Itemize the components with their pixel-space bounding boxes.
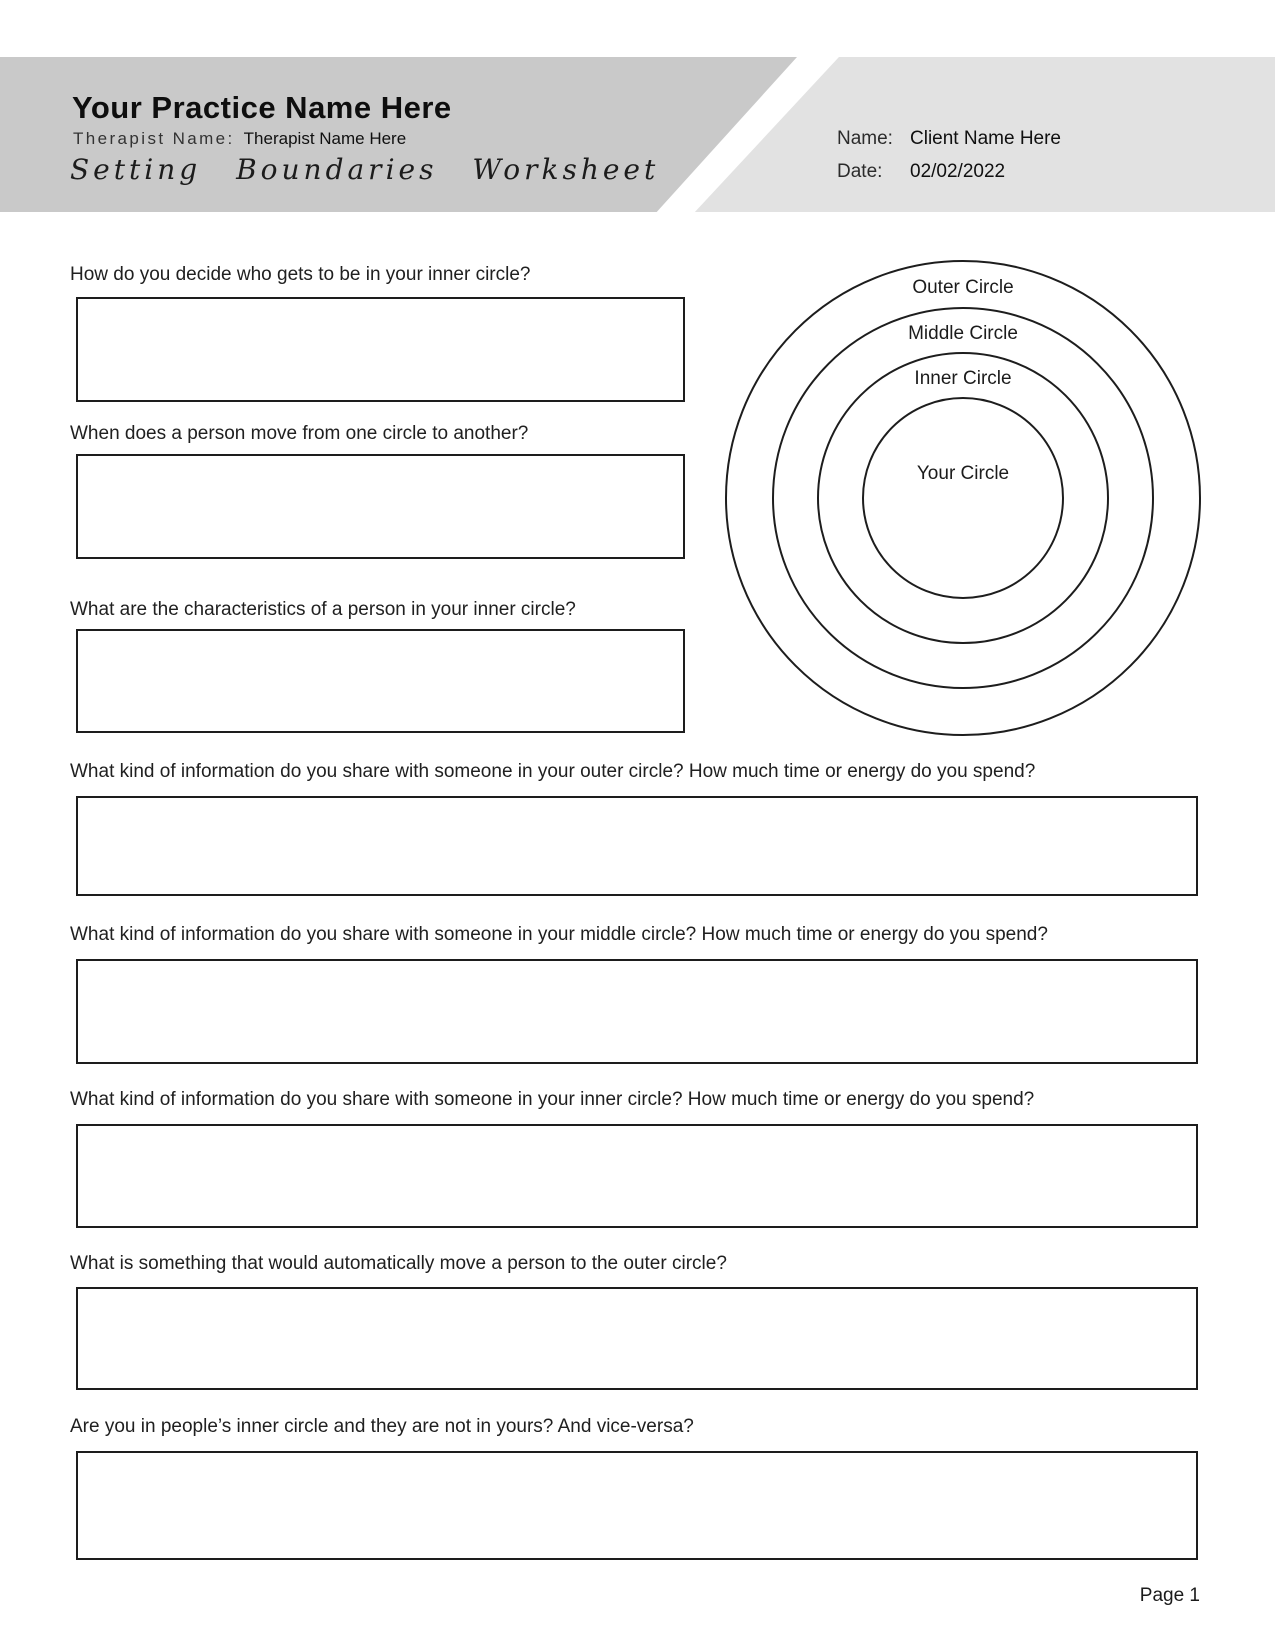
question-6-label: What kind of information do you share with someone in your inner circle? How much time or energy do you spend?: [70, 1089, 1035, 1110]
answer-box-1[interactable]: [76, 297, 685, 402]
page-number: Page 1: [1139, 1585, 1200, 1606]
question-8-label: Are you in people’s inner circle and they are not in yours? And vice-versa?: [70, 1416, 694, 1437]
inner-circle: [818, 353, 1108, 643]
therapist-name-label: Therapist Name:: [73, 129, 235, 148]
question-1-label: How do you decide who gets to be in your inner circle?: [70, 264, 531, 285]
therapist-name-row: [73, 129, 406, 149]
client-name-label: Name:: [837, 128, 893, 149]
middle-circle-label: Middle Circle: [908, 323, 1018, 344]
question-7-label: What is something that would automatically move a person to the outer circle?: [70, 1253, 727, 1274]
worksheet-title: Setting Boundaries Worksheet: [70, 153, 660, 186]
date-label: Date:: [837, 161, 883, 182]
question-3-label: What are the characteristics of a person in your inner circle?: [70, 599, 576, 620]
your-circle: [863, 398, 1063, 598]
therapist-name-value: Therapist Name Here: [243, 129, 407, 148]
answer-box-7[interactable]: [76, 1287, 1198, 1390]
practice-name: Your Practice Name Here: [72, 90, 452, 125]
client-name-value: Client Name Here: [910, 128, 1061, 149]
answer-box-4[interactable]: [76, 796, 1198, 896]
question-4-label: What kind of information do you share with someone in your outer circle? How much time or energy do you spend?: [70, 761, 1036, 782]
answer-box-3[interactable]: [76, 629, 685, 733]
answer-box-8[interactable]: [76, 1451, 1198, 1560]
inner-circle-label: Inner Circle: [914, 368, 1012, 389]
question-2-label: When does a person move from one circle to another?: [70, 423, 529, 444]
outer-circle-label: Outer Circle: [912, 277, 1014, 298]
question-5-label: What kind of information do you share with someone in your middle circle? How much time or energy do you spend?: [70, 924, 1048, 945]
your-circle-label: Your Circle: [916, 463, 1010, 484]
answer-box-2[interactable]: [76, 454, 685, 559]
middle-circle: [773, 308, 1153, 688]
answer-box-6[interactable]: [76, 1124, 1198, 1228]
answer-box-5[interactable]: [76, 959, 1198, 1064]
date-value: 02/02/2022: [910, 161, 1006, 182]
